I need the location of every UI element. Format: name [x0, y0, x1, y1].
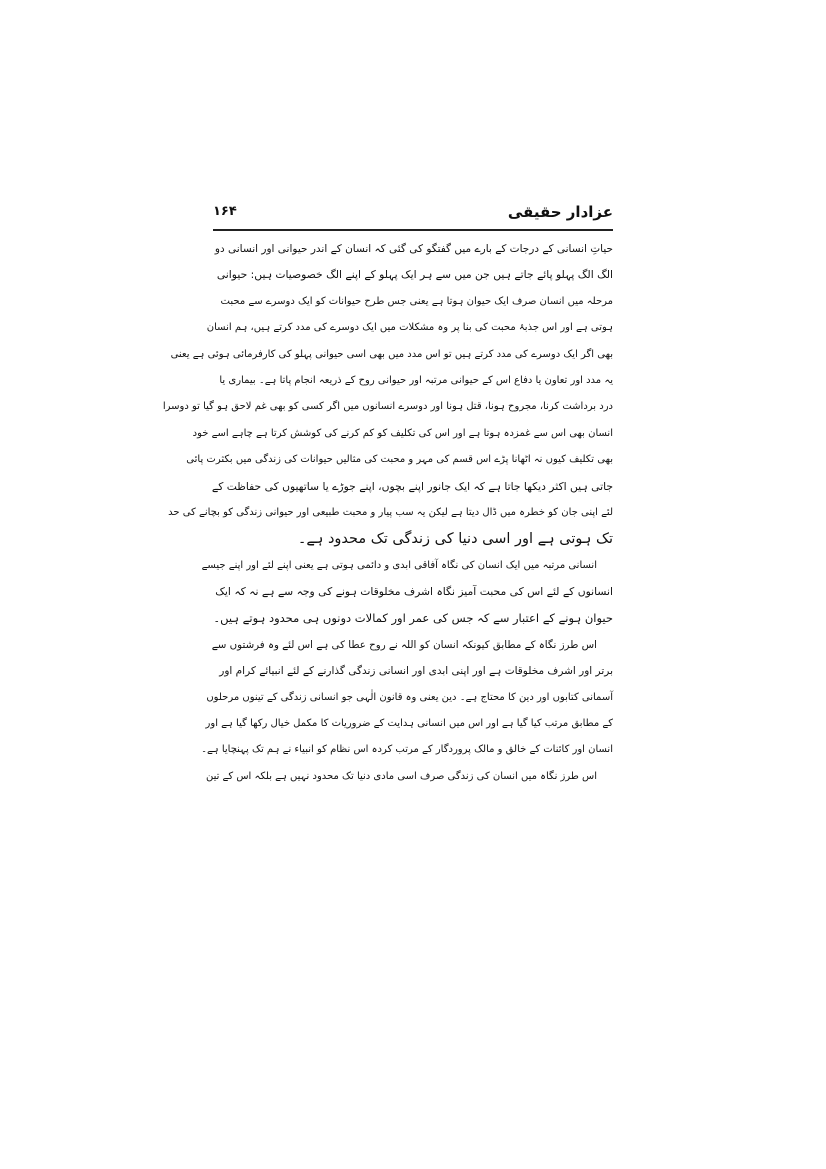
text-line: تک ہوتی ہے اور اسی دنیا کی زندگی تک محدود ہے۔: [297, 531, 613, 548]
text-line: انسانوں کے لئے اس کی محبت آمیز نگاہ اشرف مخلوقات ہونے کی وجہ سے ہے نہ کہ ایک: [215, 585, 613, 599]
text-line: اس طرز نگاہ کے مطابق کیونکہ انسان کو اللہ نے روح عطا کی ہے اس لئے وہ فرشتوں سے: [211, 638, 597, 651]
text-line: مرحلہ میں انسان صرف ایک حیوان ہوتا ہے یعنی جس طرح حیوانات کو ایک دوسرے سے محبت: [220, 295, 613, 307]
body-text: [162, 236, 613, 790]
text-line: الگ الگ پہلو پائے جاتے ہیں جن میں سے ہر ایک پہلو کے اپنے الگ خصوصیات ہیں: حیوانی: [216, 268, 613, 282]
text-line: انسانی مرتبہ میں ایک انسان کی نگاہ آفاقی ابدی و دائمی ہوتی ہے یعنی اپنے لئے اور اپنے جیسے: [201, 559, 597, 571]
text-line: انسان اور کائنات کے خالق و مالک پروردگار کے مرتب کردہ اس نظام کو انبیاء نے ہم تک پہنچایا ہے۔: [201, 744, 613, 756]
book-title: عزادار حقیقی: [507, 203, 613, 221]
text-line: کے مطابق مرتب کیا گیا ہے اور اس میں انسانی ہدایت کے ضروریات کا مکمل خیال رکھا گیا ہے اور: [205, 718, 613, 730]
text-line: انسان بھی اس سے غمزدہ ہوتا ہے اور اس کی تکلیف کو کم کرنے کی کوشش کرتا ہے چاہے اسے خود: [192, 427, 613, 439]
text-line: جاتی ہیں اکثر دیکھا جاتا ہے کہ ایک جانور اپنے بچوں، اپنے جوڑے یا ساتھیوں کی حفاظت کے: [211, 479, 613, 493]
text-line: حیاتِ انسانی کے درجات کے بارے میں گفتگو کی گئی کہ انسان کے اندر حیوانی اور انسانی دو: [214, 243, 613, 255]
page-number: ۱۶۴: [213, 204, 237, 219]
text-line: بھی اگر ایک دوسرے کی مدد کرتے ہیں تو اس مدد میں بھی اسی حیوانی پہلو کی کارفرمائی ہوئی ہے یعنی: [170, 348, 613, 360]
text-line: آسمانی کتابوں اور دین کا محتاج ہے۔ دین یعنی وہ قانون الٰہی جو انسانی زندگی کے تینوں مرحلوں: [206, 691, 613, 703]
text-line: حیوان ہونے کے اعتبار سے کہ جس کی عمر اور کمالات دونوں ہی محدود ہوتے ہیں۔: [213, 611, 613, 626]
text-line: لئے اپنی جان کو خطرہ میں ڈال دیتا ہے لیکن یہ سب پیار و محبت طبیعی اور حیوانی زندگی کو بچانے کی حد: [168, 506, 613, 518]
text-line: اس طرز نگاہ میں انسان کی زندگی صرف اسی مادی دنیا تک محدود نہیں ہے بلکہ اس کے تین: [205, 770, 597, 782]
text-line: درد برداشت کرنا، مجروح ہونا، قتل ہونا اور دوسرے انسانوں میں اگر کسی کو بھی غم لاحق ہو گیا تو دوسرا: [162, 401, 613, 413]
running-header: [213, 200, 613, 226]
text-line: یہ مدد اور تعاون یا دفاع اس کے حیوانی مرتبہ اور حیوانی روح کے ذریعہ انجام پاتا ہے۔ بیماری یا: [219, 374, 613, 386]
text-line: بھی تکلیف کیوں نہ اٹھانا پڑے اس قسم کی مہر و محبت کی مثالیں حیوانات کی زندگی میں بکثرت پائی: [186, 454, 613, 466]
header-rule: [213, 229, 613, 231]
text-line: ہوتی ہے اور اس جذبۂ محبت کی بنا پر وہ مشکلات میں ایک دوسرے کی مدد کرتے ہیں، ہم انسان: [206, 322, 613, 334]
text-line: برتر اور اشرف مخلوقات ہے اور اپنی ابدی اور انسانی زندگی گذارنے کے لئے انبیائے کرام اور: [219, 665, 613, 678]
